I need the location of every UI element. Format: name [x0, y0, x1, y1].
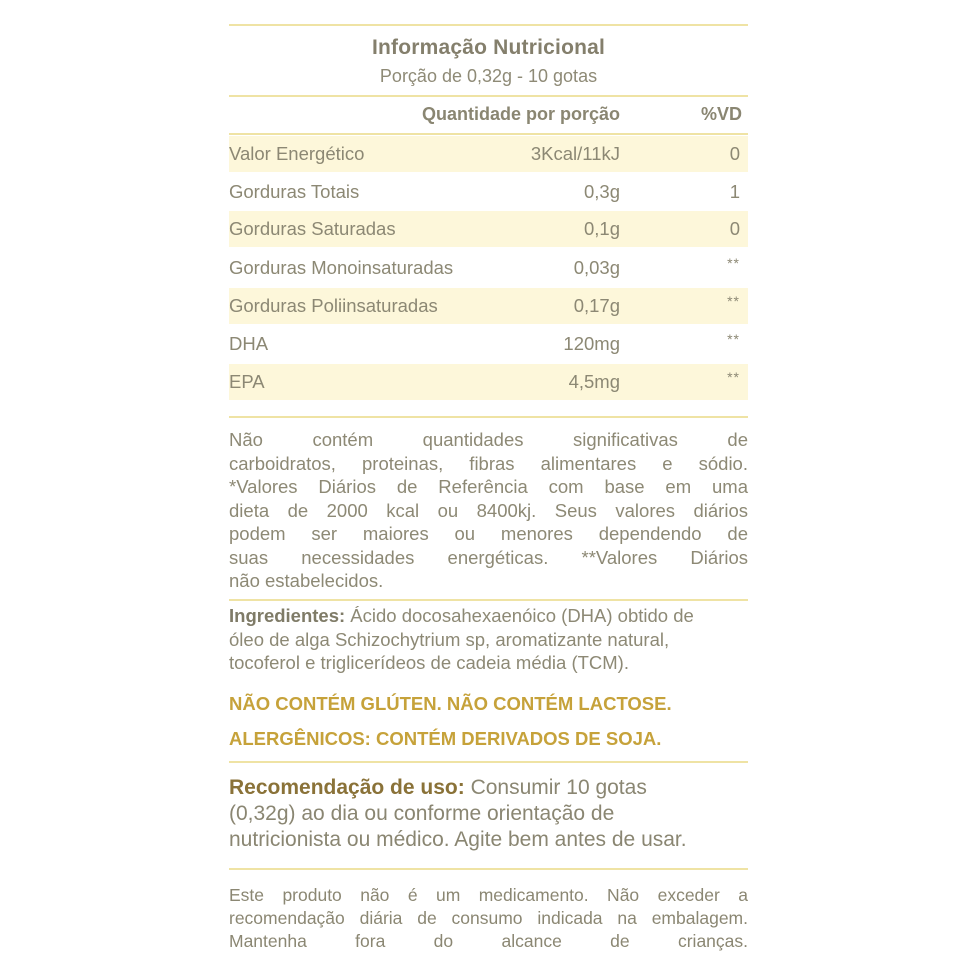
- footnote-line: dieta de 2000 kcal ou 8400kj. Seus valores diários: [229, 499, 748, 521]
- nutrient-amount: 3Kcal/11kJ: [530, 143, 620, 164]
- nutrient-amount: 0,3g: [583, 181, 620, 202]
- nutrient-amount: 4,5mg: [568, 371, 620, 392]
- warning-line: recomendação diária de consumo indicada na: [229, 908, 637, 928]
- nutrient-name: EPA: [229, 371, 265, 392]
- column-header-divider: [229, 133, 748, 135]
- gluten-lactose-claim: NÃO CONTÉM GLÚTEN. NÃO CONTÉM LACTOSE.: [229, 693, 672, 714]
- notes-divider: [229, 599, 748, 601]
- nutrient-name: Gorduras Saturadas: [229, 218, 396, 239]
- footnote-line: carboidratos, proteinas, fibras alimentares e sódio.: [229, 452, 748, 474]
- recommendation-text: (0,32g) ao dia ou conforme orientação de: [229, 802, 615, 825]
- top-divider: [229, 24, 748, 26]
- label-title: Informação Nutricional: [371, 36, 606, 59]
- footnote-line: podem ser maiores ou menores dependendo de: [229, 523, 748, 544]
- footnote-line: Não contém quantidades significativas de: [229, 429, 748, 450]
- nutrient-row: [229, 250, 748, 286]
- column-header-dv: %VD: [700, 104, 742, 124]
- nutrient-amount: 0,17g: [573, 295, 620, 316]
- recommendation-text: Consumir 10 gotas: [464, 776, 647, 799]
- nutrient-name: Gorduras Totais: [229, 181, 360, 202]
- ingredients-label: Ingredientes:: [229, 605, 346, 626]
- header-divider: [229, 95, 748, 97]
- nutrient-dv: **: [727, 293, 740, 309]
- nutrient-row: [229, 211, 748, 247]
- nutrient-name: Gorduras Monoinsaturadas: [229, 257, 454, 278]
- nutrient-name: DHA: [229, 333, 269, 354]
- nutrient-amount: 0,1g: [583, 218, 620, 239]
- recommendation-label: Recomendação de uso:: [229, 776, 465, 799]
- nutrient-dv: **: [727, 255, 740, 271]
- nutrient-amount: 0,03g: [573, 257, 620, 278]
- nutrient-dv: 1: [729, 181, 740, 202]
- nutrient-row: [229, 326, 748, 362]
- portion-size: Porção de 0,32g - 10 gotas: [379, 66, 598, 86]
- ingredients: [229, 604, 748, 675]
- nutrient-dv: 0: [729, 218, 740, 239]
- warning-line: Este produto não é um medicamento. Não exceder a: [229, 885, 748, 905]
- ingredients-text: Ácido docosahexaenóico (DHA) obtido de: [345, 605, 694, 626]
- footnote-line: *Valores Diários de Referência com base em uma: [229, 476, 748, 497]
- ingredients-text: tocoferol e triglicerídeos de cadeia média (TCM).: [229, 652, 629, 673]
- nutrient-name: Gorduras Poliinsaturadas: [229, 295, 438, 316]
- ingredients-text: óleo de alga Schizochytrium sp, aromatizante natural,: [229, 628, 670, 650]
- recommendation-divider: [229, 868, 748, 870]
- medication-warning: [229, 884, 748, 953]
- allergen-claim: ALERGÊNICOS: CONTÉM DERIVADOS DE SOJA.: [229, 728, 662, 749]
- nutrient-row: [229, 174, 748, 210]
- footnote-line: suas necessidades energéticas. **Valores Diários: [229, 546, 748, 568]
- nutrient-row: [229, 136, 748, 172]
- claims-divider: [229, 761, 748, 763]
- column-header-quantity: Quantidade por porção: [421, 104, 620, 124]
- warning-line: embalagem. Mantenha fora do alcance de crianças.: [229, 908, 748, 951]
- nutrient-amount: 120mg: [563, 333, 620, 354]
- nutrient-dv: **: [727, 369, 740, 385]
- nutrient-dv: 0: [729, 143, 740, 164]
- recommendation-text: nutricionista ou médico. Agite bem antes de usar.: [229, 828, 687, 851]
- nutrient-row: [229, 288, 748, 324]
- dv-footnote: [229, 428, 748, 593]
- usage-recommendation: [229, 775, 748, 853]
- nutrient-row: [229, 364, 748, 400]
- nutrient-dv: **: [727, 331, 740, 347]
- nutrient-name: Valor Energético: [229, 143, 365, 164]
- table-bottom-divider: [229, 416, 748, 418]
- footnote-line: não estabelecidos.: [229, 570, 384, 591]
